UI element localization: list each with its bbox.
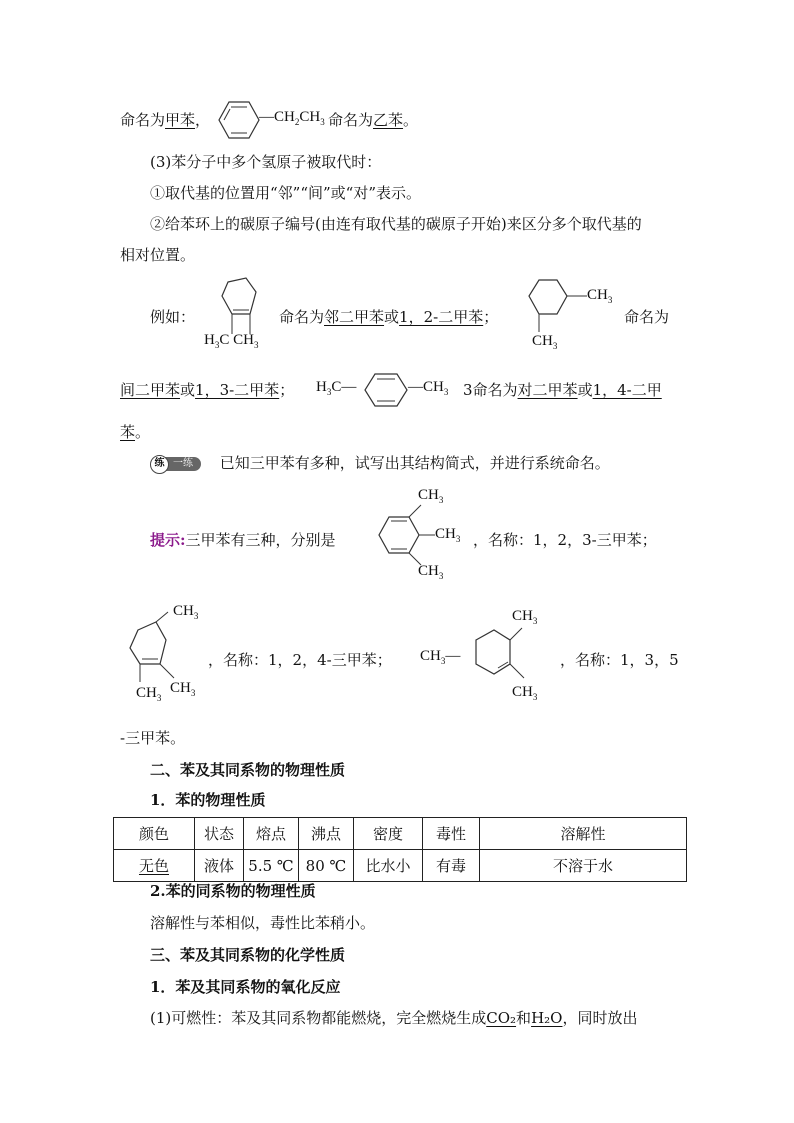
para-position-rule: ①取代基的位置用“邻”“间”或“对”表示。 — [150, 184, 422, 202]
line-ethylbenzene-name — [328, 110, 418, 130]
tmb124-top: $CH_3$ — [173, 603, 199, 621]
tmb123-top: $CH_3$ — [418, 487, 444, 505]
answer: 1，3-二甲苯 — [195, 381, 280, 399]
para-name-cont — [120, 422, 150, 442]
para-numbering-rule: ②给苯环上的碳原子编号(由连有取代基的碳原子开始)来区分多个取代基的 — [150, 215, 642, 233]
table-header: 沸点 — [299, 818, 354, 850]
practice-line — [150, 453, 610, 473]
answer: 间二甲苯 — [120, 381, 181, 399]
tmb135-top: $CH_3$ — [512, 608, 538, 626]
tmb123-mid: $CH_3$ — [435, 526, 461, 544]
practice-badge-label: 一练 — [163, 457, 201, 471]
line-toluene-ethylbenzene — [120, 110, 210, 130]
answer: 1，2-二甲苯 — [399, 308, 484, 326]
table-cell: 比水小 — [354, 850, 423, 882]
section3-sub1: 1．苯及其同系物的氧化反应 — [150, 978, 341, 996]
answer: 苯 — [120, 423, 136, 441]
text: ，同时放出 — [562, 1009, 638, 1027]
hint-name1: ，名称：1，2，3-三甲苯； — [473, 531, 657, 549]
answer-co2: CO₂ — [486, 1009, 517, 1027]
table-cell: 有毒 — [423, 850, 480, 882]
hint-name2: ，名称：1，2，4-三甲苯； — [208, 651, 392, 669]
answer-toluene: 甲苯 — [165, 111, 196, 129]
text: 命名为 — [120, 111, 166, 129]
combustion-line — [150, 1008, 637, 1028]
section2-title: 二、苯及其同系物的物理性质 — [150, 761, 346, 779]
tmb123-bottom: $CH_3$ — [418, 563, 444, 581]
text: 3命名为 — [463, 381, 518, 399]
table-cell: 不溶于水 — [480, 850, 687, 882]
text: 或 — [384, 308, 400, 326]
table-row — [114, 850, 687, 882]
example-lead: 例如： — [150, 308, 196, 326]
m-xylene-ch3-right: $CH_3$ — [587, 287, 613, 305]
text: ； — [483, 308, 499, 326]
table-header: 毒性 — [423, 818, 480, 850]
text: (1)可燃性：苯及其同系物都能燃烧，完全燃烧生成 — [150, 1009, 487, 1027]
text: 。 — [403, 111, 419, 129]
meta-name — [120, 380, 294, 400]
para-3: (3)苯分子中多个氢原子被取代时： — [150, 153, 382, 171]
answer-h2o: H₂O — [531, 1009, 563, 1027]
para-name — [463, 380, 662, 400]
text: 命名为 — [328, 111, 374, 129]
tmb124-bottom-right: $CH_3$ — [170, 680, 196, 698]
table-cell: 液体 — [195, 850, 244, 882]
hint-label: 提示: — [150, 531, 186, 549]
table-header: 密度 — [354, 818, 423, 850]
answer-ethylbenzene: 乙苯 — [373, 111, 404, 129]
table-cell: 80 ℃ — [299, 850, 354, 882]
tmb135-bottom: $CH_3$ — [512, 684, 538, 702]
hint-name3: ，名称：1，3，5 — [560, 651, 679, 669]
table-header-row — [114, 818, 687, 850]
table-header: 熔点 — [244, 818, 299, 850]
answer: 无色 — [138, 857, 169, 875]
p-xylene-structure — [365, 372, 409, 412]
section2-sub2: 2.苯的同系物的物理性质 — [150, 882, 316, 900]
answer: 邻二甲苯 — [324, 308, 385, 326]
text: 或 — [180, 381, 196, 399]
text: 或 — [577, 381, 593, 399]
table-cell — [114, 850, 195, 882]
answer: 1，4-二甲 — [592, 381, 662, 399]
o-xylene-label: $H_3C$ $CH_3$ — [204, 332, 259, 350]
hint-text: 三甲苯有三种，分别是 — [185, 531, 336, 549]
answer: 对二甲苯 — [517, 381, 578, 399]
meta-name-lead: 命名为 — [624, 308, 670, 326]
practice-badge — [150, 455, 201, 473]
ethylbenzene-structure — [218, 100, 260, 144]
table-header: 颜色 — [114, 818, 195, 850]
m-xylene-ch3-bottom: $CH_3$ — [532, 333, 558, 351]
practice-badge-circle: 练 — [150, 455, 169, 474]
p-xylene-right: $—CH_3$ — [408, 379, 449, 397]
text: 命名为 — [279, 308, 325, 326]
hint-line — [150, 530, 336, 550]
tmb124-bottom: $CH_3$ — [136, 685, 162, 703]
practice-question: 已知三甲苯有多种，试写出其结构简式，并进行系统命名。 — [219, 454, 610, 472]
ethyl-group-label: $—CH_2CH_3$ — [259, 109, 325, 127]
p-xylene-left: $H_3C—$ — [316, 379, 357, 397]
section2-sub2-text: 溶解性与苯相似，毒性比苯稍小。 — [150, 914, 376, 932]
text: 。 — [135, 423, 151, 441]
ortho-name — [279, 307, 498, 327]
text: 和 — [516, 1009, 532, 1027]
benzene-properties-table — [113, 817, 687, 882]
table-header: 状态 — [195, 818, 244, 850]
table-cell: 5.5 ℃ — [244, 850, 299, 882]
table-header: 溶解性 — [480, 818, 687, 850]
tmb135-left: $CH_3—$ — [420, 648, 461, 666]
para-numbering-rule-cont: 相对位置。 — [120, 246, 196, 264]
section3-title: 三、苯及其同系物的化学性质 — [150, 946, 346, 964]
hint-name3-cont: -三甲苯。 — [120, 729, 186, 747]
section2-sub1: 1．苯的物理性质 — [150, 791, 266, 809]
text: ； — [279, 381, 295, 399]
text: ， — [195, 111, 211, 129]
